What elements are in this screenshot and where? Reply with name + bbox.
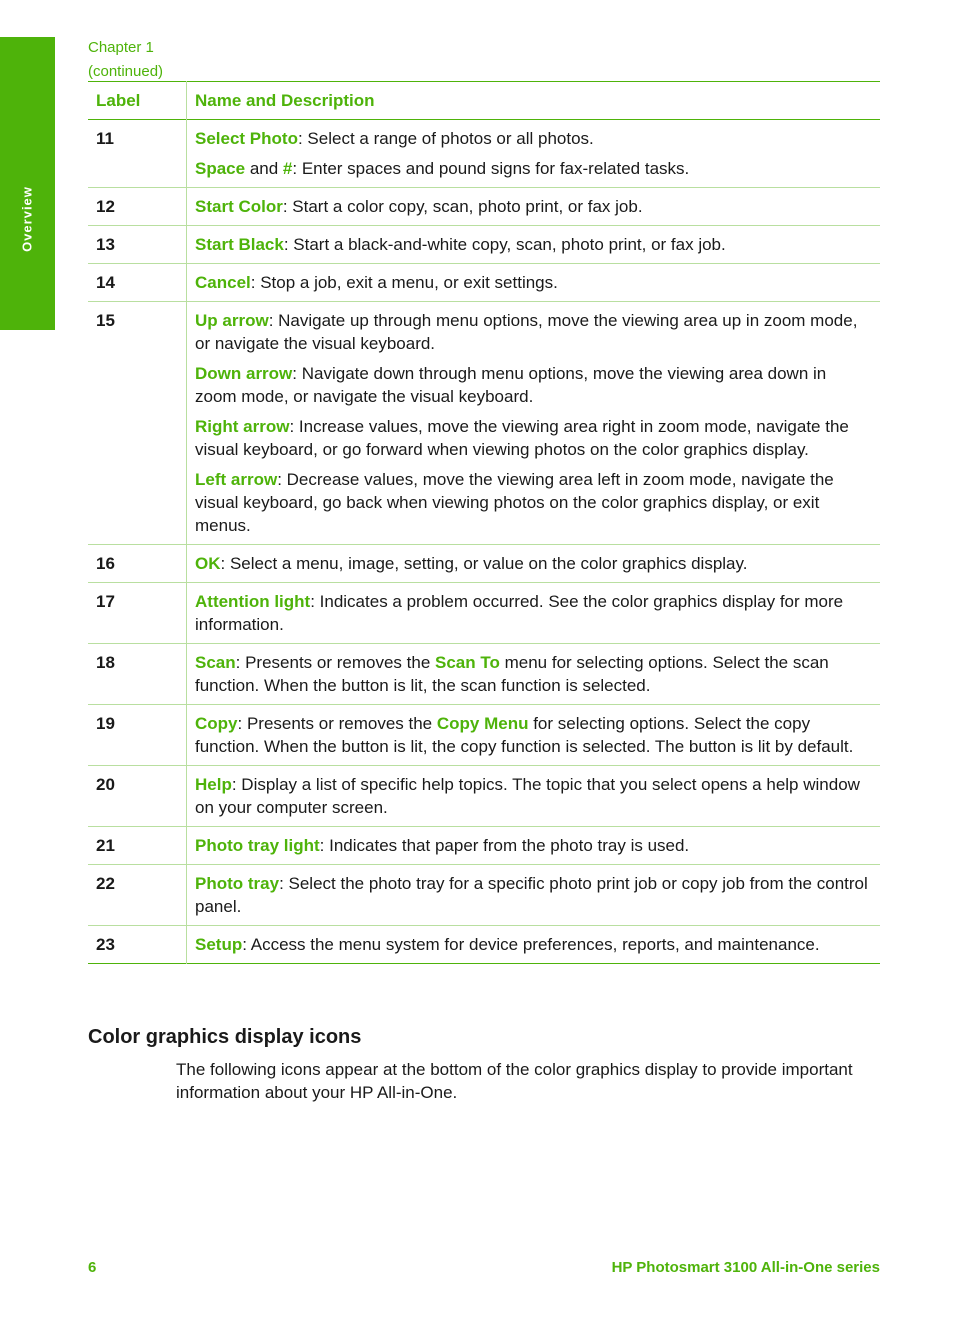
row-label: 20 [96,775,115,794]
description-paragraph [195,468,872,537]
description-paragraph [195,195,872,218]
row-label: 14 [96,273,115,292]
table-row [88,120,880,188]
description-paragraph [195,157,872,180]
row-description [187,926,881,964]
control-name: Photo tray light [195,836,320,855]
row-label: 16 [96,554,115,573]
table-body [88,120,880,964]
control-name: Attention light [195,592,311,611]
description-text: : Decrease values, move the viewing area left in zoom mode, navigate the visual keyboard, go back when viewing photos on the color graphics display, or exit menus. [195,470,834,535]
description-text: : Increase values, move the viewing area right in zoom mode, navigate the visual keyboard, or go forward when viewing photos on the color graphics display. [195,417,849,459]
control-name: Right arrow [195,417,290,436]
description-text: menu for selecting options. Select the scan function. When the button is lit, the scan function is selected. [195,653,829,695]
control-name: Start Black [195,235,284,254]
chapter-header [88,36,163,84]
description-text: : Start a black-and-white copy, scan, photo print, or fax job. [283,235,726,254]
control-name: Scan To [435,653,500,672]
row-label: 12 [96,197,115,216]
description-paragraph [195,872,872,918]
control-name: Up arrow [195,311,269,330]
side-tab [0,37,55,330]
control-name: Cancel [195,273,251,292]
section-title: Color graphics display icons [88,1026,362,1048]
side-tab-label: Overview [19,186,35,252]
table-row [88,926,880,964]
row-description [187,766,881,827]
control-name: Scan [195,653,236,672]
control-name: Down arrow [195,364,293,383]
table-row [88,705,880,766]
control-name: Copy [195,714,238,733]
row-description [187,188,881,226]
row-label: 19 [96,714,115,733]
control-name: Help [195,775,232,794]
description-text: for selecting options. Select the copy function. When the button is lit, the copy function is selected. The button is lit by default. [195,714,854,756]
table-row [88,545,880,583]
table-row [88,264,880,302]
description-paragraph [195,712,872,758]
description-text: : Indicates that paper from the photo tray is used. [319,836,690,855]
description-paragraph [195,271,872,294]
description-paragraph [195,933,872,956]
row-label: 11 [96,129,114,148]
description-paragraph [195,362,872,408]
chapter-continued: (continued) [88,63,164,80]
description-paragraph [195,127,872,150]
table-row [88,865,880,926]
control-name: Select Photo [195,129,298,148]
table-row [88,583,880,644]
description-text: : Indicates a problem occurred. See the color graphics display for more information. [195,592,844,634]
row-description [187,120,881,188]
table-row [88,188,880,226]
description-text: : Navigate down through menu options, move the viewing area down in zoom mode, or navigate the visual keyboard. [195,364,827,406]
row-description [187,827,881,865]
row-description [187,865,881,926]
description-paragraph [195,834,872,857]
description-text: : Navigate up through menu options, move the viewing area up in zoom mode, or navigate the visual keyboard. [195,311,858,353]
description-paragraph [195,415,872,461]
control-name: Copy Menu [436,714,529,733]
row-label: 18 [96,653,115,672]
row-description [187,545,881,583]
row-description [187,226,881,264]
control-name: Start Color [195,197,283,216]
chapter-title: Chapter 1 [88,39,154,56]
description-paragraph [195,651,872,697]
header-label: Label [96,91,141,110]
row-label: 23 [96,935,115,954]
control-name: # [282,159,293,178]
description-text: : Select the photo tray for a specific photo print job or copy job from the control panel. [195,874,868,916]
control-name: Photo tray [195,874,280,893]
control-name: Setup [195,935,243,954]
description-paragraph [195,233,872,256]
row-label: 15 [96,311,115,330]
table-row [88,302,880,545]
table-row [88,226,880,264]
description-text: : Display a list of specific help topics. The topic that you select opens a help window on your computer screen. [195,775,860,817]
row-description [187,583,881,644]
control-name: Space [195,159,246,178]
row-label: 13 [96,235,115,254]
description-text: : Stop a job, exit a menu, or exit settings. [250,273,558,292]
table-header-row [88,82,880,120]
description-text: : Presents or removes the [235,653,436,672]
table-row [88,766,880,827]
footer-title: HP Photosmart 3100 All-in-One series [611,1259,880,1276]
row-label: 21 [96,836,115,855]
control-name: Left arrow [195,470,278,489]
description-text: : Enter spaces and pound signs for fax-related tasks. [292,159,690,178]
description-text: : Select a range of photos or all photos. [297,129,594,148]
page-number: 6 [88,1259,97,1276]
row-description [187,264,881,302]
table-row [88,644,880,705]
description-text: : Access the menu system for device preferences, reports, and maintenance. [242,935,820,954]
control-name: OK [195,554,221,573]
description-paragraph [195,309,872,355]
description-text: : Start a color copy, scan, photo print, or fax job. [282,197,643,216]
header-description: Name and Description [187,82,881,120]
description-text: : Select a menu, image, setting, or value on the color graphics display. [220,554,748,573]
description-paragraph [195,590,872,636]
section-body: The following icons appear at the bottom of the color graphics display to provide important information about your HP All-in-One. [176,1060,853,1102]
row-label: 22 [96,874,115,893]
row-description [187,302,881,545]
description-text: and [245,159,283,178]
table-row [88,827,880,865]
description-text: : Presents or removes the [237,714,437,733]
description-paragraph [195,773,872,819]
row-description [187,705,881,766]
description-paragraph [195,552,872,575]
row-label: 17 [96,592,115,611]
control-panel-table [88,81,880,964]
row-description [187,644,881,705]
